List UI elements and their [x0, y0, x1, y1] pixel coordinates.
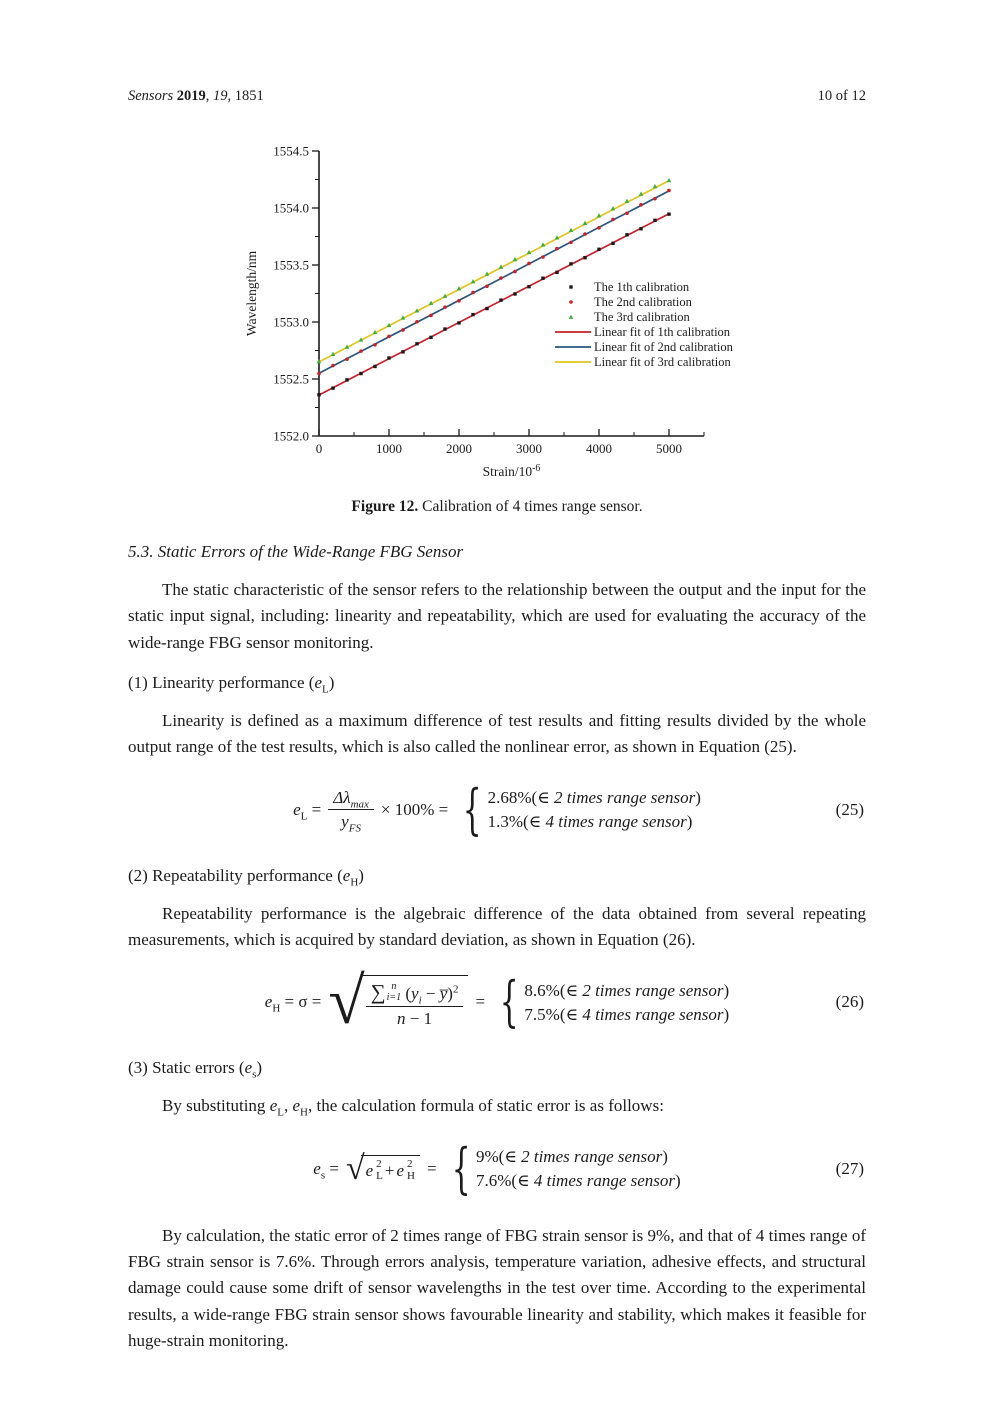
figure-12-plot: [242, 141, 742, 486]
y-tick-label: 1554.0: [273, 200, 309, 216]
paragraph-repeatability: Repeatability performance is the algebraic difference of the data obtained from several repeating measurements, which is acquired by standard deviation, as shown in Equation (26).: [128, 903, 866, 950]
case-line: 7.6%(∈ 4 times range sensor): [475, 1171, 681, 1191]
x-tick-label: 5000: [656, 441, 682, 456]
legend-label: The 3rd calibration: [594, 310, 690, 324]
journal-name: Sensors: [128, 88, 174, 104]
x-tick-label: 1000: [376, 441, 402, 456]
x-tick-label: 3000: [516, 441, 542, 456]
radical-sign: √: [345, 1150, 365, 1188]
paragraph-static-characteristic: The static characteristic of the sensor refers to the relationship between the output and the input for the static input signal, including: linearity and repeatability, which are used for evaluating the accuracy of the wide-range FBG sensor monitoring.: [128, 580, 866, 652]
x-tick-label: 2000: [446, 441, 472, 456]
paragraph-substituting: By substituting $e_L$, $e_H$, the calculation formula of static error is as follows:: [162, 1096, 664, 1119]
article-number: , 1851: [227, 88, 264, 104]
y-tick-label: 1553.5: [273, 257, 309, 273]
case-line: 2.68%(∈ 2 times range sensor): [487, 787, 701, 807]
fraction: ∑ n i=1 ($y_i$ − y̅)$^2$ n − 1: [366, 979, 464, 1030]
page-number: 10 of 12: [817, 88, 866, 104]
case-line: 7.5%(∈ 4 times range sensor): [524, 1004, 730, 1024]
y-tick-label: 1553.0: [273, 314, 309, 330]
y-tick-label: 1552.5: [273, 371, 309, 387]
equation-26: $e_H = \sigma$ = √ ∑ n i=1 ($y_i$ − y̅)$^2$ n − 1 = { 8.6%(∈ 2 times range sensor) 7.5%(∈ 4 times range sensor) (26): [264, 965, 864, 1038]
legend-label: Linear fit of 2nd calibration: [594, 340, 733, 354]
y-axis-label: Wavelength/nm: [244, 250, 259, 337]
summation: ∑ n i=1: [370, 980, 402, 1005]
figure-caption: [128, 498, 866, 516]
math-symbol: e: [244, 1058, 253, 1078]
case-line: 9%(∈ 2 times range sensor): [475, 1146, 668, 1166]
square-root: [328, 965, 468, 1038]
equation-25: $e_L$ = $\frac{\Delta\lambda_{max}}{y_{FS}}$ × 100% = { 2.68%(∈ 2 times range sensor) 1.3%(∈ 4 times range sensor) (25): [293, 777, 864, 841]
figure-caption-text: Calibration of 4 times range sensor.: [418, 498, 643, 515]
equation-27: $e_s$ = √ e 2 L + e 2 H = { 9%(∈ 2 times range sensor) 7.6%(∈ 4 times range sensor) (27): [313, 1136, 864, 1200]
legend-label: The 1th calibration: [594, 280, 690, 294]
y-tick-label: 1554.5: [273, 143, 309, 159]
list-item-repeatability: (2) Repeatability performance $(e_H)$: [128, 865, 364, 889]
y-tick-label: 1552.0: [273, 428, 309, 444]
equation-number: (25): [835, 799, 864, 819]
cases: [492, 970, 730, 1034]
x-tick-label: 0: [315, 441, 323, 456]
x-axis-label: Strain/$10^{-6}$: [482, 463, 541, 479]
cases: [444, 1136, 681, 1200]
curly-brace: {: [462, 777, 482, 841]
legend: [555, 280, 734, 369]
legend-label: Linear fit of 3rd calibration: [594, 355, 731, 369]
math-symbol: e: [314, 673, 322, 693]
square-root: √ e 2 L + e 2 H: [346, 1155, 420, 1182]
page-header: [128, 88, 866, 105]
cases: [455, 777, 701, 841]
case-line: 1.3%(∈ 4 times range sensor): [487, 812, 693, 832]
journal-year: 2019: [176, 88, 206, 104]
curly-brace: {: [499, 970, 519, 1034]
figure-caption-label: Figure 12.: [351, 498, 419, 515]
paragraph-conclusion: By calculation, the static error of 2 times range of FBG strain sensor is 9%, and that of 4 times range of FBG strain sensor is 7.6%. Through errors analysis, temperature variation, adhesive effects, and structural damage could cause some drift of sensor wavelengths in the test over time. According to the experimental results, a wide-range FBG strain sensor shows favourable linearity and stability, which makes it feasible for huge-strain monitoring.: [128, 1225, 866, 1351]
list-item-linearity: (1) Linearity performance $(e_L)$: [128, 673, 335, 696]
math-symbol: e: [342, 865, 351, 885]
calibration-chart: [242, 141, 742, 486]
equation-number: (27): [835, 1158, 864, 1178]
section-heading: 5.3. Static Errors of the Wide-Range FBG Sensor: [128, 542, 464, 561]
curly-brace: {: [451, 1136, 471, 1200]
legend-label: The 2nd calibration: [594, 295, 692, 309]
case-line: 8.6%(∈ 2 times range sensor): [524, 980, 730, 1000]
radical-sign: √: [328, 965, 365, 1038]
paragraph-linearity: Linearity is defined as a maximum difference of test results and fitting results divided by the whole output range of the test results, which is also called the nonlinear error, as shown in Equation (25).: [128, 711, 866, 757]
journal-citation: Sensors 2019, 19, 1851: [128, 88, 264, 104]
fraction: $\frac{\Delta\lambda_{max}}{y_{FS}}$: [328, 787, 374, 833]
legend-label: Linear fit of 1th calibration: [594, 325, 731, 339]
x-tick-label: 4000: [586, 441, 612, 456]
equation-number: (26): [835, 992, 864, 1012]
list-item-static-errors: (3) Static errors $(e_s)$: [128, 1058, 263, 1081]
journal-volume: 19: [213, 88, 228, 104]
figure-12: [128, 141, 866, 516]
